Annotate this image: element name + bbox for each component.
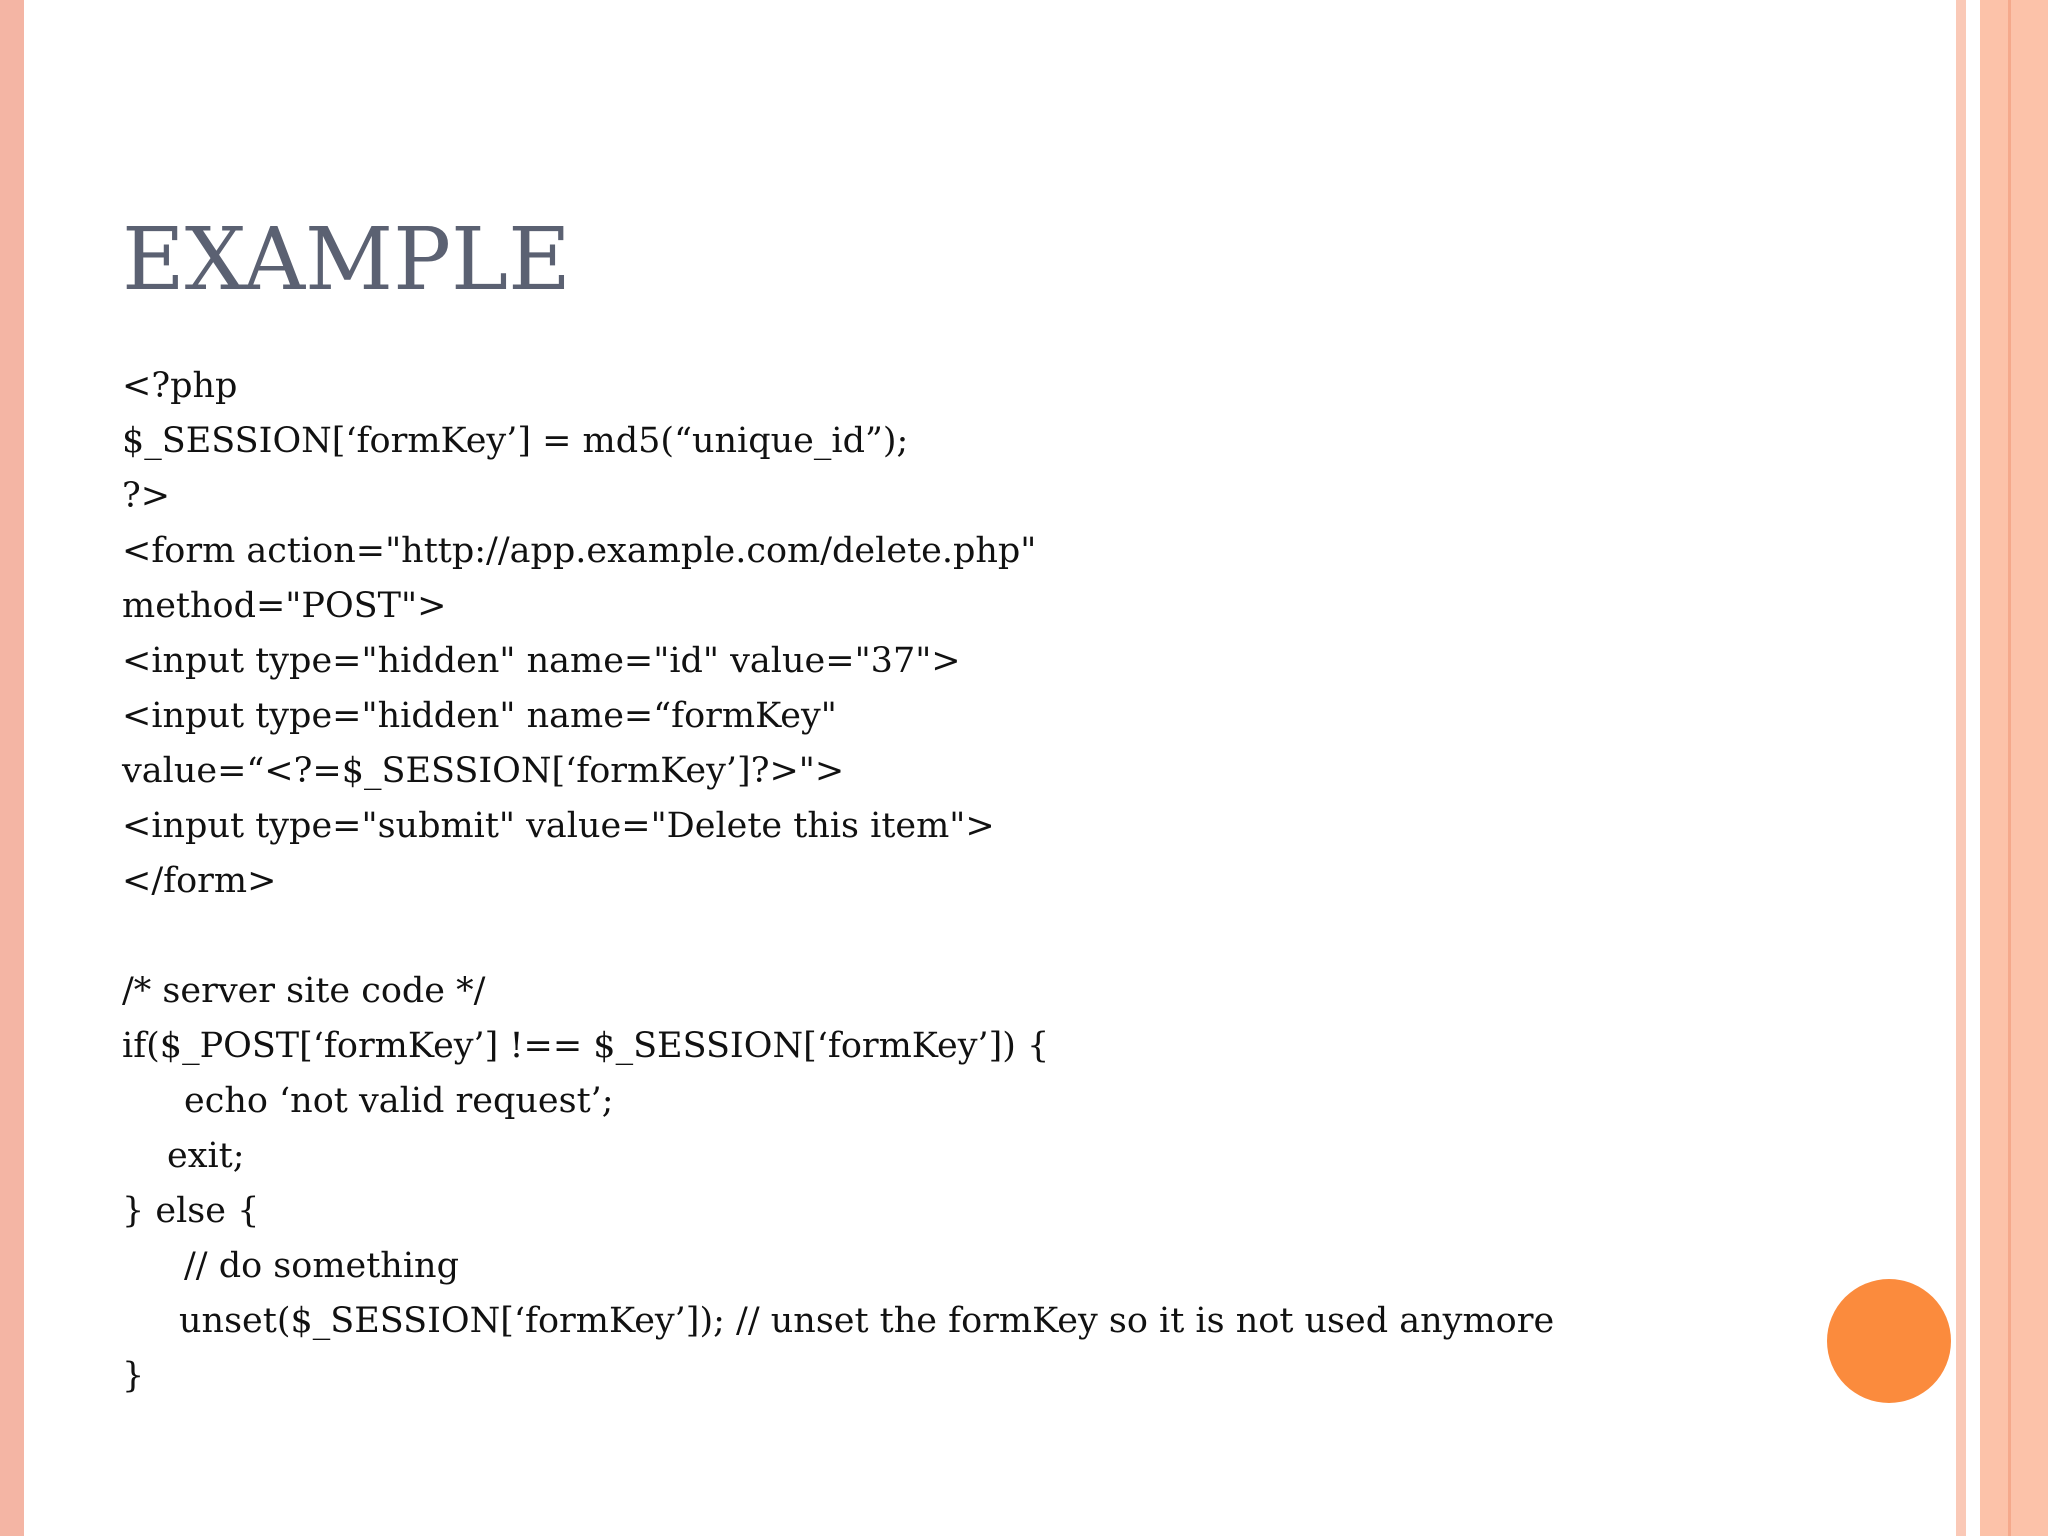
left-decorative-stripe — [0, 0, 24, 1536]
code-line: ?> — [122, 476, 171, 516]
code-block — [122, 359, 1554, 1404]
code-line: exit; — [167, 1136, 245, 1176]
code-line: </form> — [122, 861, 277, 901]
code-line: unset($_SESSION[‘formKey’]); // unset the formKey so it is not used anymore — [179, 1301, 1555, 1341]
code-line: <input type="hidden" name=“formKey" — [122, 696, 837, 736]
code-line: // do something — [184, 1246, 459, 1286]
code-line: } else { — [122, 1191, 260, 1231]
code-line: <input type="hidden" name="id" value="37"> — [122, 641, 961, 681]
code-line: /* server site code */ — [122, 971, 486, 1011]
slide-title: EXAMPLE — [122, 210, 571, 310]
code-line: if($_POST[‘formKey’] !== $_SESSION[‘formKey’]) { — [122, 1026, 1050, 1066]
code-line: echo ‘not valid request’; — [184, 1081, 614, 1121]
blank-line — [122, 909, 1554, 964]
code-line: <input type="submit" value="Delete this item"> — [122, 806, 995, 846]
code-line: value=“<?=$_SESSION[‘formKey’]?>"> — [122, 751, 845, 791]
code-line: <form action="http://app.example.com/delete.php" — [122, 531, 1037, 571]
code-line: method="POST"> — [122, 586, 447, 626]
accent-circle-decoration — [1827, 1279, 1951, 1403]
right-decorative-bar-thin — [1956, 0, 1966, 1536]
right-decorative-bar-line — [2008, 0, 2011, 1536]
code-line: } — [122, 1356, 145, 1396]
code-line: $_SESSION[‘formKey’] = md5(“unique_id”); — [122, 421, 909, 461]
code-line: <?php — [122, 366, 238, 406]
right-decorative-bar-wide — [1980, 0, 2048, 1536]
